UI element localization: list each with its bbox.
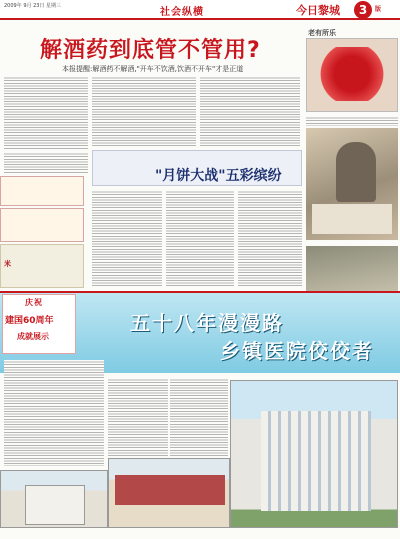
gate-photo bbox=[0, 470, 108, 528]
hospital-photo bbox=[230, 380, 398, 528]
article-text-block bbox=[200, 76, 300, 146]
article-text-block bbox=[238, 190, 302, 288]
papercut-artwork bbox=[317, 47, 387, 101]
page-number: 3 bbox=[354, 1, 372, 19]
table-figure bbox=[312, 204, 392, 234]
ad-box bbox=[0, 176, 84, 206]
elderly-photo bbox=[306, 128, 398, 240]
anniversary-line2: 建国60周年 bbox=[5, 316, 54, 326]
person-figure bbox=[336, 142, 376, 202]
article-text-block bbox=[170, 378, 228, 456]
anniversary-line1: 庆祝 bbox=[25, 298, 43, 307]
hospital-building bbox=[261, 411, 371, 511]
mooncake-feature-box bbox=[92, 150, 302, 186]
date-line: 2009年 9月 23日 星期三 bbox=[4, 3, 62, 9]
papercut-photo bbox=[306, 38, 398, 112]
feature-title-line2: 乡镇医院佼佼者 bbox=[220, 339, 374, 363]
rice-ad-text: 米 bbox=[4, 260, 11, 268]
gate-arch bbox=[25, 485, 85, 525]
article-text-block bbox=[4, 152, 88, 174]
paper-brand: 今日黎城 bbox=[296, 4, 340, 17]
group-photo bbox=[306, 246, 398, 294]
mooncake-headline: "月饼大战"五彩缤纷 bbox=[155, 168, 282, 184]
sidebar-heading: 老有所乐 bbox=[308, 29, 336, 37]
page-label: 版 bbox=[375, 6, 382, 13]
feature-title-line1: 五十八年漫漫路 bbox=[130, 311, 284, 335]
main-headline: 解酒药到底管不管用? bbox=[40, 38, 261, 63]
courtyard-photo bbox=[108, 458, 230, 528]
ad-box bbox=[0, 208, 84, 242]
article-text-block bbox=[4, 360, 104, 466]
article-text-block bbox=[4, 76, 88, 150]
rice-ad bbox=[0, 244, 84, 288]
anniversary-badge bbox=[2, 294, 76, 354]
anniversary-line3: 成就展示 bbox=[17, 332, 49, 341]
main-subheadline: 本报提醒:解酒药不解酒,"开车不饮酒,饮酒不开车"才是正道 bbox=[62, 65, 244, 73]
article-text-block bbox=[108, 378, 168, 456]
article-text-block bbox=[166, 190, 234, 288]
section-title: 社会纵横 bbox=[160, 7, 204, 18]
building-roof bbox=[115, 475, 225, 505]
masthead bbox=[0, 0, 400, 20]
article-text-block bbox=[92, 190, 162, 288]
article-text-block bbox=[92, 76, 196, 146]
article-text-block bbox=[306, 116, 398, 126]
